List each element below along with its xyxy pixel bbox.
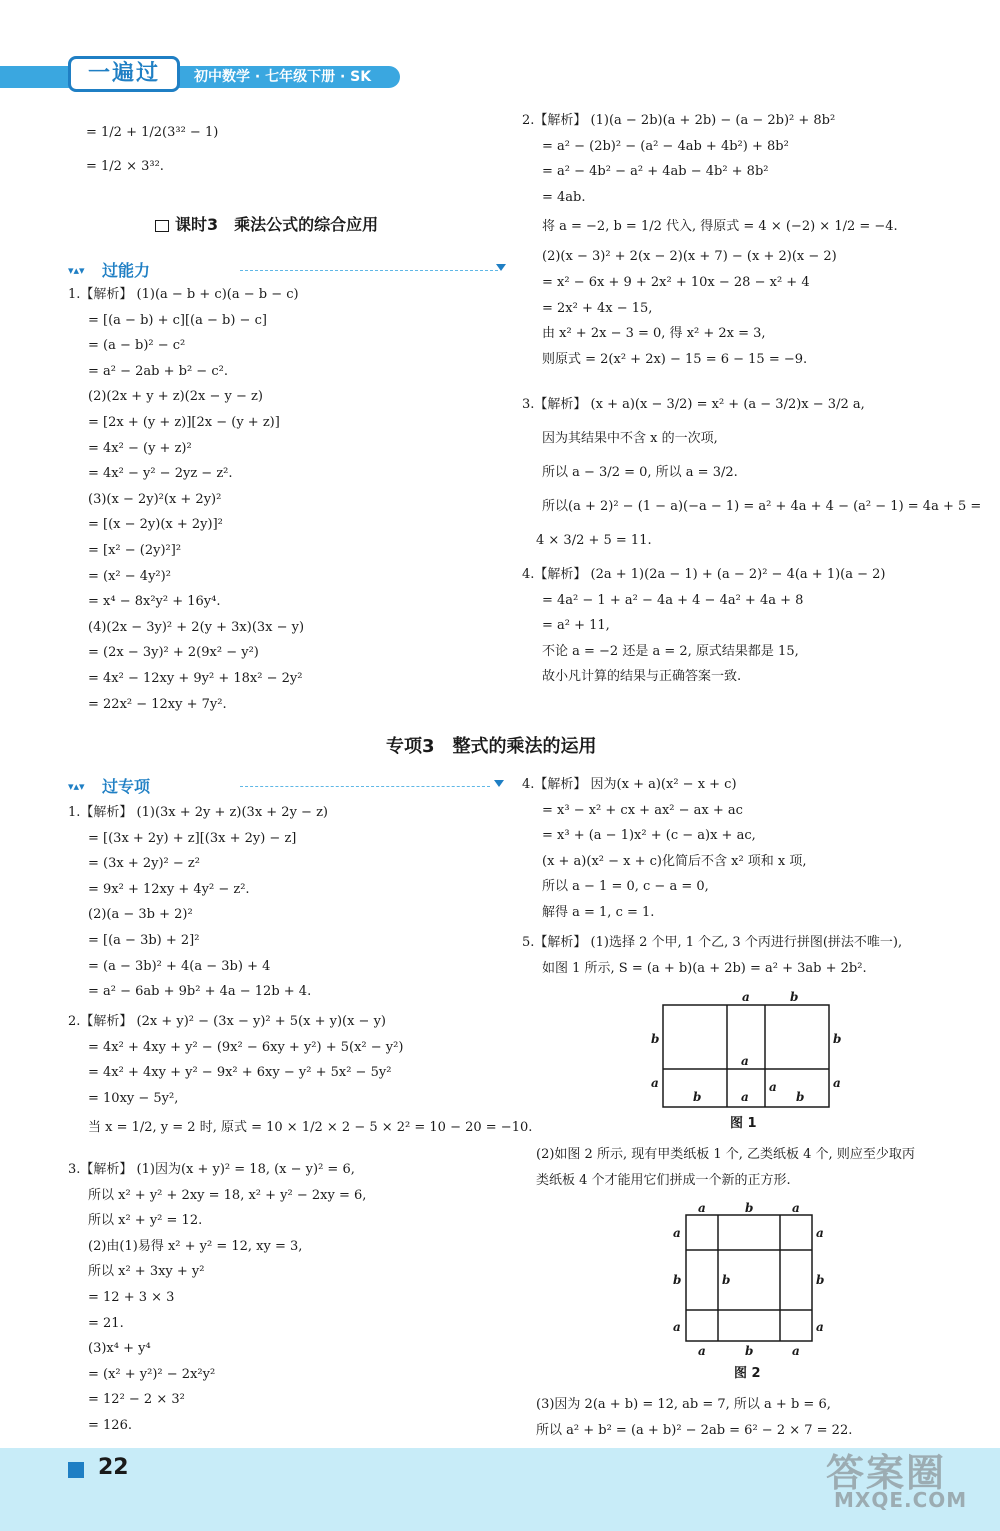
text-line: (2)(2x + y + z)(2x − y − z) bbox=[88, 389, 263, 405]
text-line: 故小凡计算的结果与正确答案一致. bbox=[542, 669, 742, 685]
text-line: = 12 + 3 × 3 bbox=[88, 1289, 175, 1305]
text-line: (3)因为 2(a + b) = 12, ab = 7, 所以 a + b = 6, bbox=[536, 1397, 831, 1412]
text-line: (2)如图 2 所示, 现有甲类纸板 1 个, 乙类纸板 4 个, 则应至少取丙 bbox=[536, 1147, 915, 1162]
text-line: = 4x² − y² − 2yz − z². bbox=[88, 466, 233, 482]
answer-q3 bbox=[522, 388, 981, 558]
text-line: (x + a)(x² − x + c)化简后不含 x² 项和 x 项, bbox=[542, 853, 807, 869]
text-line: 所以 x² + y² + 2xy = 18, x² + y² − 2xy = 6, bbox=[88, 1187, 367, 1203]
text-line: = x³ + (a − 1)x² + (c − a)x + ac, bbox=[542, 828, 756, 844]
left-intro bbox=[86, 116, 218, 184]
text-line: = a² − (2b)² − (a² − 4ab + 4b²) + 8b² bbox=[542, 138, 789, 154]
dimension-label: a bbox=[816, 1320, 824, 1334]
answer-s5 bbox=[522, 930, 902, 981]
text-line: = 2x² + 4x − 15, bbox=[542, 300, 653, 316]
text-line: = (x² − 4y²)² bbox=[88, 568, 171, 584]
dimension-label: b bbox=[693, 1090, 702, 1104]
dimension-label: a bbox=[741, 1090, 749, 1104]
figure-1 bbox=[648, 990, 848, 1130]
lesson-title bbox=[155, 212, 378, 235]
answer-q4 bbox=[522, 562, 886, 690]
dimension-label: b bbox=[722, 1273, 731, 1287]
text-line: = 4x² − 12xy + 9y² + 18x² − 2y² bbox=[88, 670, 303, 686]
dimension-label: b bbox=[745, 1344, 754, 1358]
text-line: = 12² − 2 × 3² bbox=[88, 1392, 185, 1408]
lesson-title-text: 课时3 乘法公式的综合应用 bbox=[175, 215, 379, 234]
text-line: = a² + 11, bbox=[542, 618, 610, 634]
wings-icon: ▾▴▾ bbox=[68, 264, 85, 277]
text-line: = 4a² − 1 + a² − 4a + 4 − 4a² + 4a + 8 bbox=[542, 592, 804, 608]
text-line: = 9x² + 12xy + 4y² − z². bbox=[88, 881, 250, 897]
text-line: = x² − 6x + 9 + 2x² + 10x − 28 − x² + 4 bbox=[542, 274, 810, 290]
dimension-label: a bbox=[673, 1320, 681, 1334]
text-line: = 1/2 + 1/2(3³² − 1) bbox=[86, 125, 219, 140]
text-line: = [(a − 3b) + 2]² bbox=[88, 932, 200, 948]
dimension-label: a bbox=[698, 1344, 706, 1358]
dimension-label: a bbox=[833, 1076, 841, 1090]
text-line: 5.【解析】 (1)选择 2 个甲, 1 个乙, 3 个丙进行拼图(拼法不唯一), bbox=[522, 935, 903, 950]
dimension-label: a bbox=[698, 1201, 706, 1215]
text-line: = (a − 3b)² + 4(a − 3b) + 4 bbox=[88, 958, 271, 974]
dimension-label: a bbox=[651, 1076, 659, 1090]
dimension-label: b bbox=[651, 1032, 660, 1046]
answer-q2 bbox=[522, 108, 898, 372]
section-rule bbox=[240, 270, 498, 271]
text-line: 所以(a + 2)² − (1 − a)(−a − 1) = a² + 4a + 4 − (a² − 1) = 4a + 5 = bbox=[542, 499, 982, 514]
watermark-text: 答案圈 bbox=[826, 1451, 947, 1495]
text-line: = 4x² − (y + z)² bbox=[88, 440, 192, 456]
text-line: 所以 a − 1 = 0, c − a = 0, bbox=[542, 879, 709, 895]
text-line: 1.【解析】 (1)(3x + 2y + z)(3x + 2y − z) bbox=[68, 805, 329, 820]
answer-s5-part3 bbox=[536, 1392, 852, 1443]
text-line: = (2x − 3y)² + 2(9x² − y²) bbox=[88, 645, 259, 661]
text-line: = (a − b)² − c² bbox=[88, 338, 186, 354]
text-line: = a² − 6ab + 9b² + 4a − 12b + 4. bbox=[88, 984, 312, 1000]
text-line: = [2x + (y + z)][2x − (y + z)] bbox=[88, 414, 280, 430]
text-line: 将 a = −2, b = 1/2 代入, 得原式 = 4 × (−2) × 1/2 = −4. bbox=[542, 219, 898, 235]
answer-s5-part2 bbox=[536, 1142, 915, 1193]
answer-q1 bbox=[68, 282, 304, 717]
figure-caption: 图 2 bbox=[734, 1366, 761, 1381]
dimension-label: b bbox=[796, 1090, 805, 1104]
text-line: = x⁴ − 8x²y² + 16y⁴. bbox=[88, 594, 221, 610]
page-marker-icon bbox=[68, 1462, 84, 1478]
text-line: 4.【解析】 (2a + 1)(2a − 1) + (a − 2)² − 4(a + 1)(a − 2) bbox=[522, 567, 886, 582]
text-line: = 21. bbox=[88, 1315, 124, 1331]
figure-2-drawing bbox=[668, 1200, 838, 1386]
text-line: = 4ab. bbox=[542, 189, 586, 205]
dimension-label: a bbox=[742, 990, 750, 1004]
text-line: 3.【解析】 (1)因为(x + y)² = 18, (x − y)² = 6, bbox=[68, 1162, 355, 1177]
text-line: 所以 a − 3/2 = 0, 所以 a = 3/2. bbox=[542, 465, 738, 480]
section-rule bbox=[240, 786, 490, 787]
dimension-label: a bbox=[769, 1080, 777, 1094]
section-label: 过能力 bbox=[102, 261, 151, 280]
text-line: = 22x² − 12xy + 7y². bbox=[88, 696, 227, 712]
text-line: 4.【解析】 因为(x + a)(x² − x + c) bbox=[522, 777, 737, 792]
text-line: 由 x² + 2x − 3 = 0, 得 x² + 2x = 3, bbox=[542, 326, 766, 342]
text-line: 2.【解析】 (1)(a − 2b)(a + 2b) − (a − 2b)² + 8b² bbox=[522, 113, 836, 128]
text-line: (3)(x − 2y)²(x + 2y)² bbox=[88, 491, 222, 507]
arrow-down-icon bbox=[494, 780, 504, 787]
dimension-label: a bbox=[741, 1054, 749, 1068]
text-line: 1.【解析】 (1)(a − b + c)(a − b − c) bbox=[68, 287, 299, 302]
watermark-url: MXQE.COM bbox=[834, 1488, 968, 1512]
dimension-label: b bbox=[790, 990, 799, 1004]
text-line: (2)(a − 3b + 2)² bbox=[88, 907, 193, 923]
dimension-label: b bbox=[816, 1273, 825, 1287]
dimension-label: a bbox=[816, 1226, 824, 1240]
text-line: = [x² − (2y)²]² bbox=[88, 542, 182, 558]
text-line: 所以 a² + b² = (a + b)² − 2ab = 6² − 2 × 7 = 22. bbox=[536, 1422, 853, 1438]
text-line: = (x² + y²)² − 2x²y² bbox=[88, 1366, 216, 1382]
dimension-label: a bbox=[673, 1226, 681, 1240]
series-logo: 一遍过 bbox=[68, 56, 180, 92]
text-line: = a² − 4b² − a² + 4ab − 4b² + 8b² bbox=[542, 164, 769, 180]
text-line: 解得 a = 1, c = 1. bbox=[542, 904, 655, 920]
text-line: 3.【解析】 (x + a)(x − 3/2) = x² + (a − 3/2)x − 3/2 a, bbox=[522, 397, 865, 412]
text-line: = 4x² + 4xy + y² − 9x² + 6xy − y² + 5x² − 5y² bbox=[88, 1065, 392, 1081]
figure-caption: 图 1 bbox=[730, 1116, 757, 1131]
text-line: = [(a − b) + c][(a − b) − c] bbox=[88, 312, 267, 328]
figure-2 bbox=[668, 1200, 838, 1386]
text-line: 所以 x² + 3xy + y² bbox=[88, 1264, 205, 1280]
text-line: 2.【解析】 (2x + y)² − (3x − y)² + 5(x + y)(x − y) bbox=[68, 1014, 386, 1029]
dimension-label: b bbox=[745, 1201, 754, 1215]
page-number: 22 bbox=[98, 1455, 129, 1480]
special-topic-title: 专项3 整式的乘法的运用 bbox=[386, 736, 597, 757]
section-tag-ability bbox=[68, 258, 508, 282]
text-line: 4 × 3/2 + 5 = 11. bbox=[536, 533, 652, 548]
section-tag-special bbox=[68, 774, 508, 798]
text-line: (2)由(1)易得 x² + y² = 12, xy = 3, bbox=[88, 1238, 303, 1254]
wings-icon: ▾▴▾ bbox=[68, 780, 85, 793]
text-line: 不论 a = −2 还是 a = 2, 原式结果都是 15, bbox=[542, 643, 799, 659]
text-line: 当 x = 1/2, y = 2 时, 原式 = 10 × 1/2 × 2 − 5 × 2² = 10 − 20 = −10. bbox=[88, 1120, 533, 1136]
text-line: = a² − 2ab + b² − c². bbox=[88, 363, 228, 379]
text-line: 则原式 = 2(x² + 2x) − 15 = 6 − 15 = −9. bbox=[542, 351, 808, 367]
text-line: (4)(2x − 3y)² + 2(y + 3x)(3x − y) bbox=[88, 619, 305, 635]
text-line: = x³ − x² + cx + ax² − ax + ac bbox=[542, 802, 743, 818]
text-line: (3)x⁴ + y⁴ bbox=[88, 1341, 151, 1357]
page-header bbox=[0, 62, 400, 92]
text-line: = 126. bbox=[88, 1417, 132, 1433]
book-title: 初中数学 · 七年级下册 · SK bbox=[194, 69, 372, 85]
text-line: = (3x + 2y)² − z² bbox=[88, 856, 200, 872]
dimension-label: b bbox=[833, 1032, 842, 1046]
answer-s2 bbox=[68, 1009, 532, 1145]
dimension-label: a bbox=[792, 1344, 800, 1358]
arrow-down-icon bbox=[496, 264, 506, 271]
text-line: = 1/2 × 3³². bbox=[86, 159, 164, 174]
section-label: 过专项 bbox=[102, 777, 151, 796]
text-line: 所以 x² + y² = 12. bbox=[88, 1213, 203, 1229]
text-line: 因为其结果中不含 x 的一次项, bbox=[542, 431, 718, 446]
text-line: 类纸板 4 个才能用它们拼成一个新的正方形. bbox=[536, 1172, 791, 1188]
text-line: (2)(x − 3)² + 2(x − 2)(x + 7) − (x + 2)(x − 2) bbox=[542, 249, 837, 265]
dimension-label: b bbox=[673, 1273, 682, 1287]
text-line: = [(3x + 2y) + z][(3x + 2y) − z] bbox=[88, 830, 297, 846]
answer-s4 bbox=[522, 772, 807, 926]
text-line: = [(x − 2y)(x + 2y)]² bbox=[88, 517, 223, 533]
lesson-icon bbox=[155, 220, 169, 232]
dimension-label: a bbox=[792, 1201, 800, 1215]
watermark bbox=[826, 1442, 968, 1512]
text-line: 如图 1 所示, S = (a + b)(a + 2b) = a² + 3ab + 2b². bbox=[542, 960, 867, 976]
answer-s3 bbox=[68, 1157, 366, 1439]
text-line: = 10xy − 5y², bbox=[88, 1090, 179, 1106]
answer-s1 bbox=[68, 800, 328, 1005]
text-line: = 4x² + 4xy + y² − (9x² − 6xy + y²) + 5(x² − y²) bbox=[88, 1039, 404, 1055]
